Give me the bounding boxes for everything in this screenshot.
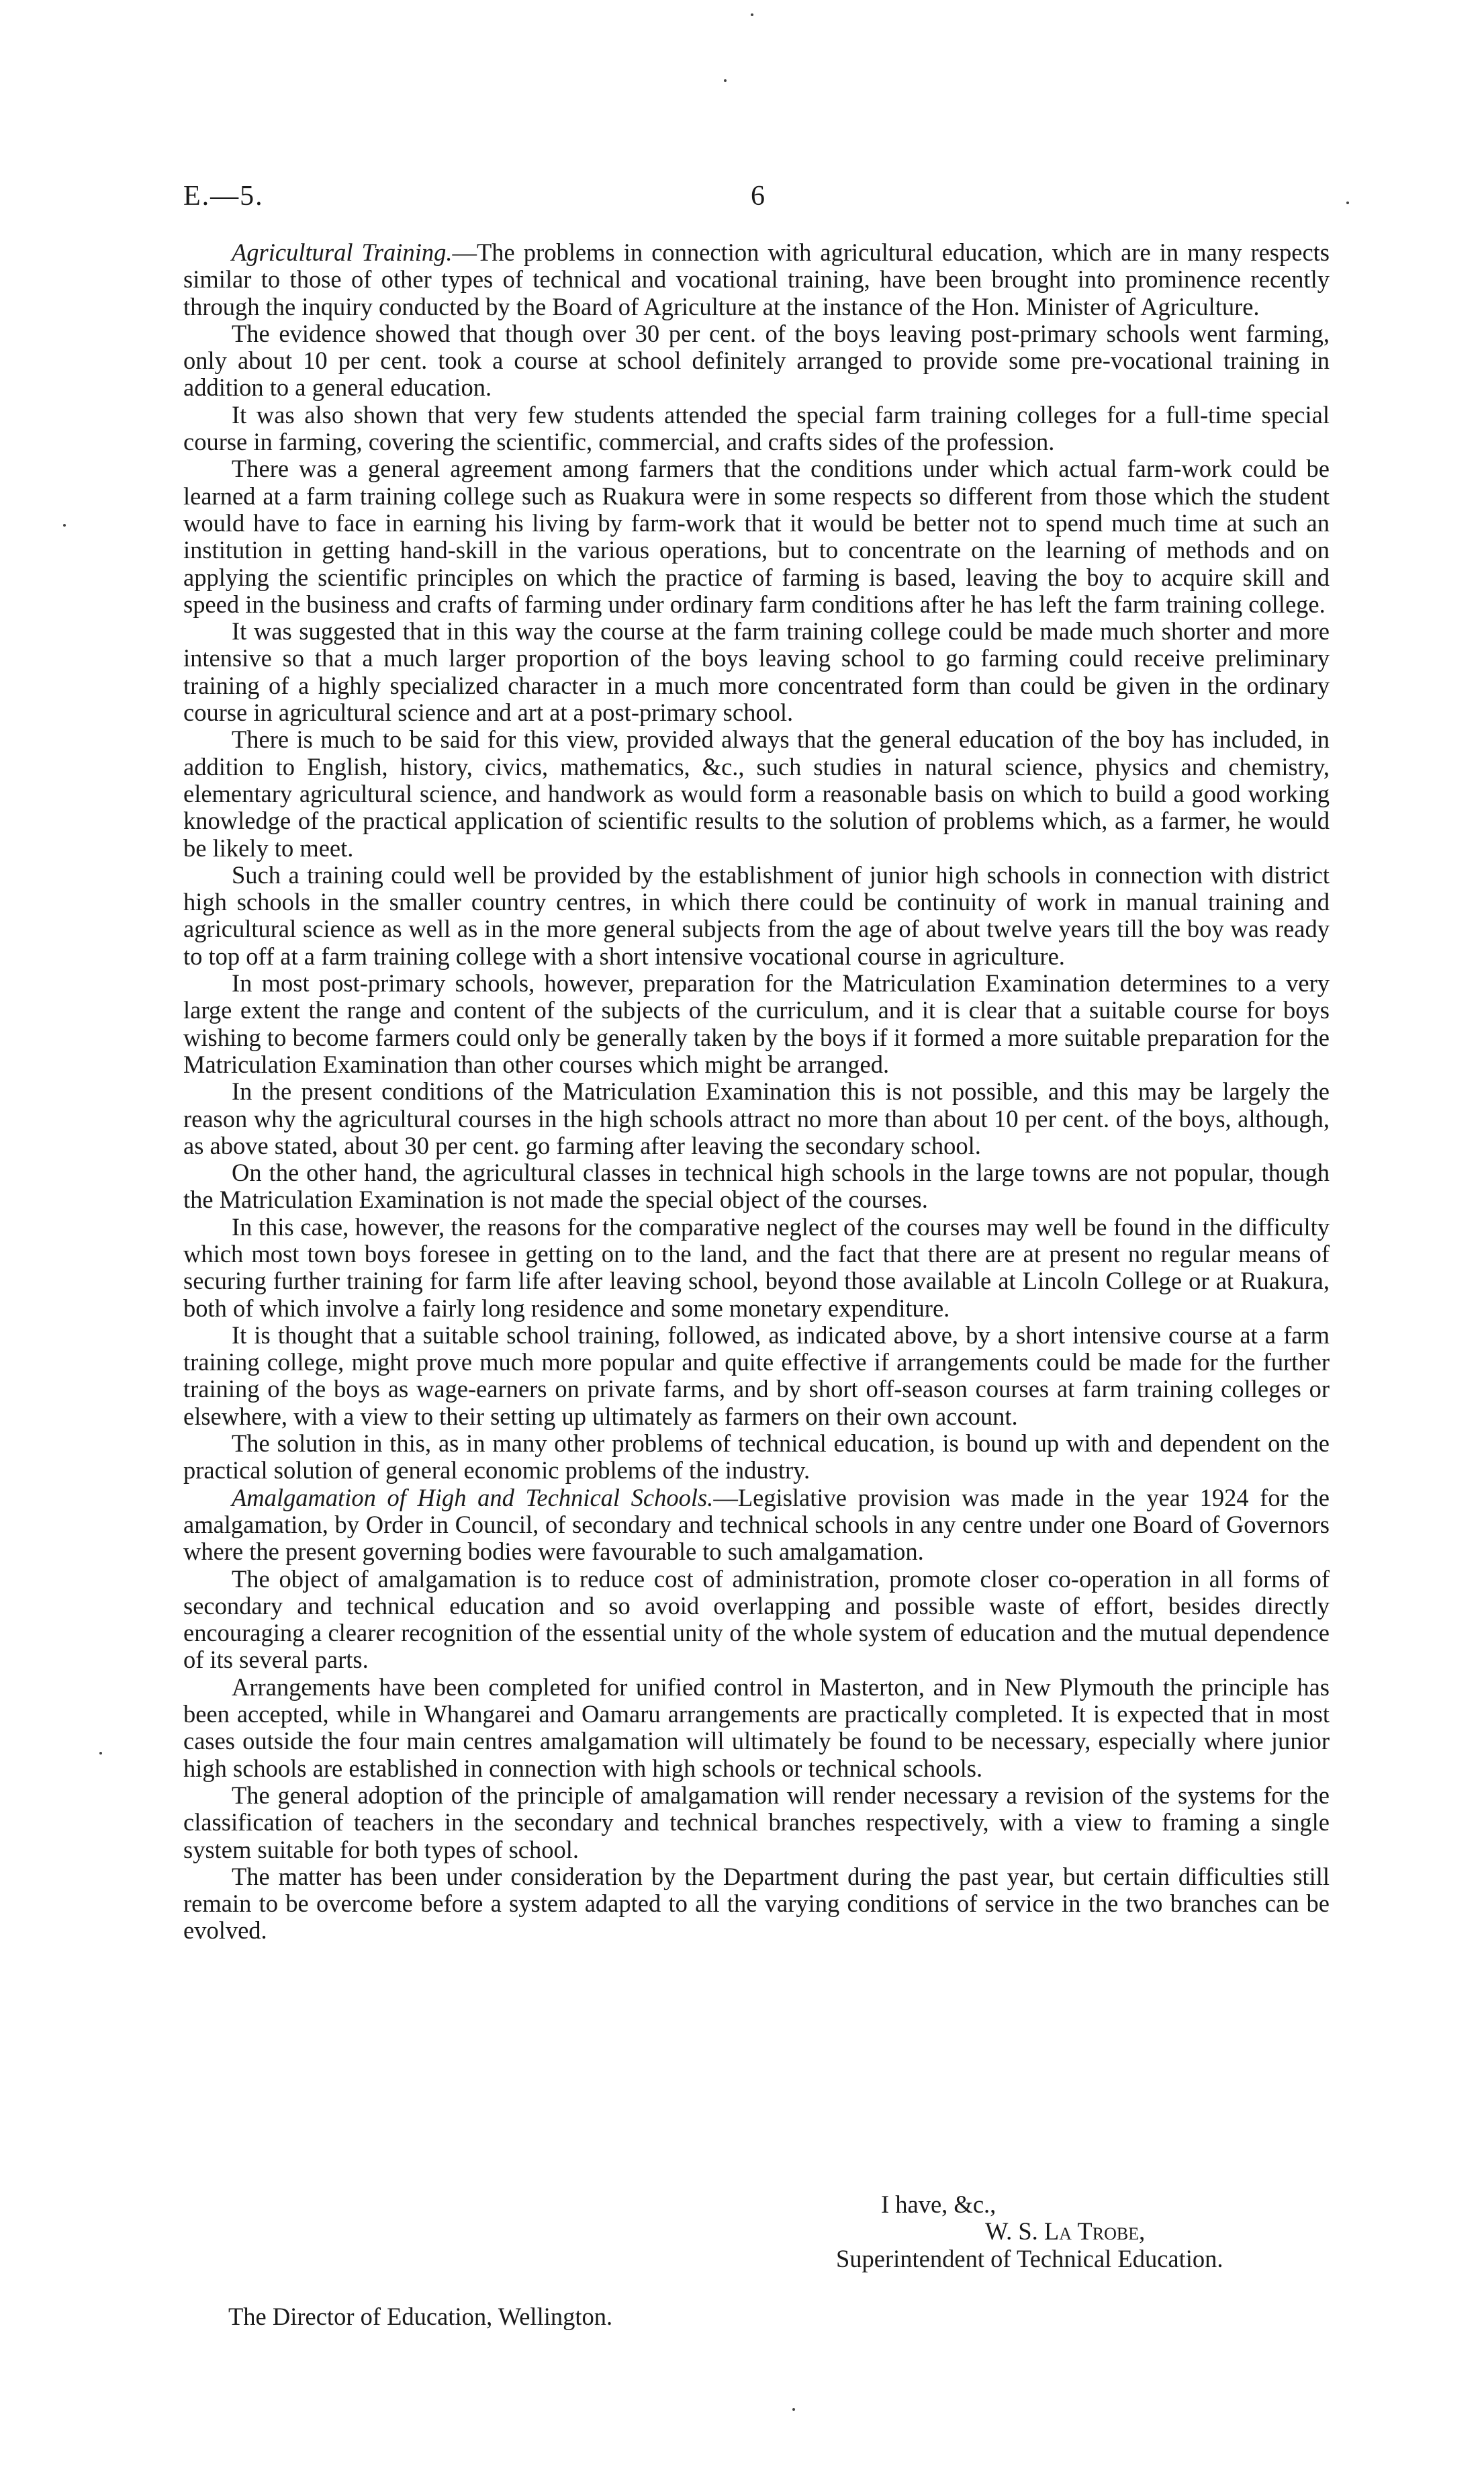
addressee: The Director of Education, Wellington. (228, 2303, 613, 2330)
paragraph-text: It was also shown that very few students attended the special farm training colleges for a full-time special course in farming, covering the scientific, commercial, and crafts sides of the profession. (183, 400, 1330, 456)
paragraph (183, 239, 1330, 320)
paragraph-text: —The problems in connection with agricultural education, which are in many respects similar to those of other types of technical and vocational training, have been brought into prominence recently through the inquiry conducted by the Board of Agriculture at the instance of the Hon. Minister of Agriculture. (183, 238, 1330, 320)
paragraph-text: It was suggested that in this way the course at the farm training college could be made much shorter and more intensive so that a much larger proportion of the boys leaving school to go farming could receive preliminary training of a highly specialized character in a much more concentrated form than could be given in the ordinary course in agricultural science and art at a post-primary school. (183, 617, 1330, 727)
paragraph-heading: Amalgamation of High and Technical Schools. (232, 1483, 714, 1511)
signatory-title: Superintendent of Technical Education. (836, 2245, 1223, 2272)
paragraph-text: In most post-primary schools, however, preparation for the Matriculation Examination determines to a very large extent the range and content of the subjects of the curriculum, and it is clear that a suitable course for boys wishing to become farmers could only be generally taken by the boys if it formed a more suitable preparation for the Matriculation Examination than other courses which might be arranged. (183, 969, 1330, 1078)
paragraph (183, 1078, 1330, 1159)
paragraph (183, 1214, 1330, 1322)
document-reference: E.—5. (183, 181, 264, 212)
paragraph (183, 1484, 1330, 1566)
paragraph (183, 455, 1330, 618)
paragraph-text: In this case, however, the reasons for the comparative neglect of the courses may well be found in the difficulty which most town boys foresee in getting on to the land, and the fact that there are at present no regular means of securing further training for farm life after leaving school, beyond those available at Lincoln College or at Ruakura, both of which involve a fairly long residence and some monetary expenditure. (183, 1212, 1330, 1322)
paragraph-text: It is thought that a suitable school training, followed, as indicated above, by a short intensive course at a farm training college, might prove much more popular and quite effective if arrangements could be made for the further training of the boys as wage-earners on private farms, and by short off-season courses at farm training colleges or elsewhere, with a view to their setting up ultimately as farmers on their own account. (183, 1321, 1330, 1430)
paragraph (183, 1863, 1330, 1945)
scan-speck (751, 13, 753, 16)
paragraph-text: There is much to be said for this view, provided always that the general education of the boy has included, in addition to English, history, civics, mathematics, &c., such studies in natural science, physics and chemistry, elementary agricultural science, and handwork as would form a reasonable basis on which to build a good working knowledge of the practical application of scientific results to the solution of problems which, as a farmer, he would be likely to meet. (183, 725, 1330, 862)
paragraph-text: The evidence showed that though over 30 per cent. of the boys leaving post-primary schools went farming, only about 10 per cent. took a course at school definitely arranged to provide some pre-vocational training in addition to a general education. (183, 319, 1330, 402)
signatory-name: W. S. La Trobe, (985, 2217, 1146, 2245)
scan-speck (724, 79, 727, 82)
paragraph (183, 970, 1330, 1078)
scan-speck (792, 2408, 795, 2411)
paragraph-text: The object of amalgamation is to reduce cost of administration, promote closer co-operation in all forms of secondary and technical education and so avoid overlapping and possible waste of effort, besides directly encouraging a clearer recognition of the essential unity of the whole system of education and the mutual dependence of its several parts. (183, 1564, 1330, 1674)
paragraph (183, 402, 1330, 456)
paragraph-text: The solution in this, as in many other problems of technical education, is bound up with and dependent on the practical solution of general economic problems of the industry. (183, 1429, 1330, 1484)
scan-speck (63, 524, 66, 527)
body-text (183, 239, 1330, 1945)
paragraph-text: There was a general agreement among farmers that the conditions under which actual farm-work could be learned at a farm training college such as Ruakura were in some respects so different from those which the student would have to face in earning his living by farm-work that it would be better not to spend much time at such an institution in getting hand-skill in the various operations, but to concentrate on the learning of methods and on applying the scientific principles on which the practice of farming is based, leaving the boy to acquire skill and speed in the business and crafts of farming under ordinary farm conditions after he has left the farm training college. (183, 455, 1330, 618)
paragraph (183, 1322, 1330, 1430)
paragraph-heading: Agricultural Training. (232, 238, 453, 266)
paragraph (183, 1782, 1330, 1863)
paragraph-text: Arrangements have been completed for unified control in Masterton, and in New Plymouth the principle has been accepted, while in Whangarei and Oamaru arrangements are practically completed. It is expected that in most cases outside the four main centres amalgamation will ultimately be found to be necessary, especially where junior high schools are established in connection with high schools or technical schools. (183, 1673, 1330, 1782)
paragraph (183, 1566, 1330, 1674)
scan-speck (1346, 202, 1349, 204)
paragraph-text: —Legislative provision was made in the year 1924 for the amalgamation, by Order in Council, of secondary and technical schools in any centre under one Board of Governors where the present governing bodies were favourable to such amalgamation. (183, 1483, 1330, 1566)
paragraph-text: Such a training could well be provided by the establishment of junior high schools in connection with district high schools in the smaller country centres, in which there could be continuity of work in manual training and agricultural science as well as in the more general subjects from the age of about twelve years till the boy was ready to top off at a farm training college with a short intensive vocational course in agriculture. (183, 860, 1330, 970)
paragraph (183, 1430, 1330, 1484)
page-number: 6 (751, 181, 765, 212)
paragraph-text: The matter has been under consideration by the Department during the past year, but certain difficulties still remain to be overcome before a system adapted to all the varying conditions of service in the two branches can be evolved. (183, 1862, 1330, 1945)
closing-greeting: I have, &c., (881, 2190, 996, 2218)
paragraph (183, 1159, 1330, 1214)
paragraph (183, 1674, 1330, 1782)
page-header (0, 180, 1484, 220)
scan-speck (99, 1752, 102, 1755)
paragraph (183, 726, 1330, 861)
paragraph-text: The general adoption of the principle of amalgamation will render necessary a revision of the systems for the classification of teachers in the secondary and technical branches respectively, with a view to framing a single system suitable for both types of school. (183, 1781, 1330, 1863)
paragraph-text: In the present conditions of the Matriculation Examination this is not possible, and this may be largely the reason why the agricultural courses in the high schools attract no more than about 10 per cent. of the boys, although, as above stated, about 30 per cent. go farming after leaving the secondary school. (183, 1077, 1330, 1159)
paragraph-text: On the other hand, the agricultural classes in technical high schools in the large towns are not popular, though the Matriculation Examination is not made the special object of the courses. (183, 1159, 1330, 1214)
paragraph (183, 320, 1330, 402)
paragraph (183, 862, 1330, 970)
paragraph (183, 618, 1330, 726)
